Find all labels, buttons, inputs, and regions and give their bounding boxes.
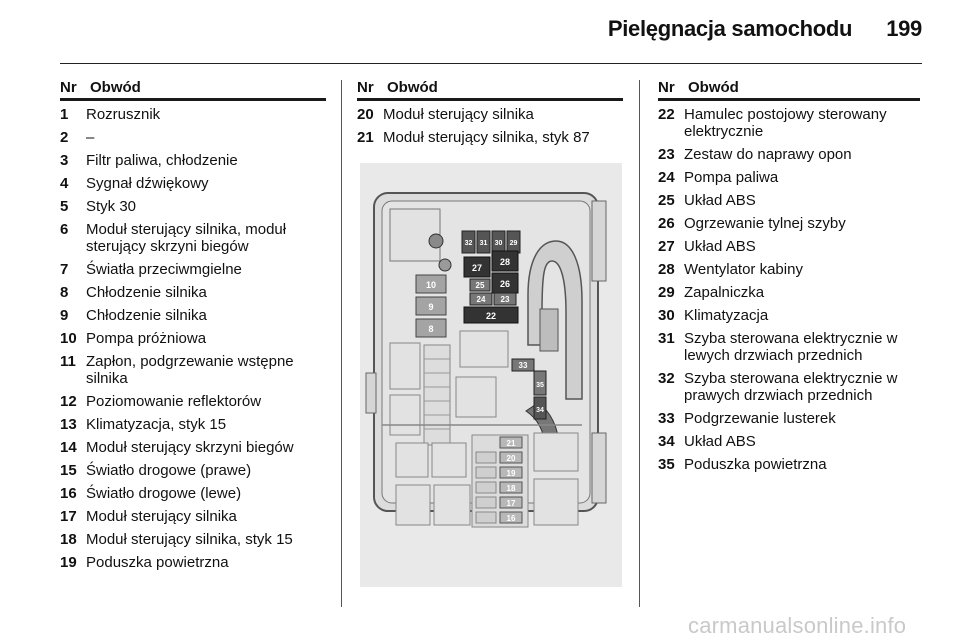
fuse-row: [60, 416, 326, 433]
fuse-number: 6: [60, 221, 69, 238]
fuse-number: 12: [60, 393, 77, 410]
column-separator: [639, 80, 640, 607]
fuse-table-column-3: [658, 79, 920, 479]
fuse-circuit: Poziomowanie reflektorów: [86, 393, 262, 410]
fuse-row: [60, 531, 326, 548]
fuse-row: [60, 129, 326, 146]
fuse-label: 23: [500, 295, 510, 304]
fuse-number: 5: [60, 198, 69, 215]
page-number: 199: [886, 16, 922, 41]
connector-clip: [540, 309, 558, 351]
fuse-label: 33: [518, 361, 528, 370]
fuse-number: 33: [658, 410, 675, 427]
fuse-row: [60, 284, 326, 301]
fuse-row: [60, 307, 326, 324]
fuse-number: 28: [658, 261, 675, 278]
header-circuit: Obwód: [387, 79, 438, 96]
fuse-label: 30: [494, 240, 503, 247]
fuse-number: 4: [60, 175, 69, 192]
fuse-circuit: Hamulec postojowy sterowany elektrycznie: [684, 106, 887, 140]
fuse-row: [658, 106, 920, 140]
fuse-label: 28: [499, 257, 511, 267]
fuse-list: [357, 106, 623, 146]
fuse-number: 25: [658, 192, 675, 209]
relay-slot: [460, 331, 508, 367]
fuse-row: [60, 485, 326, 502]
table-header: [60, 79, 326, 101]
fuse-label: 20: [506, 454, 516, 463]
relay-slot: [390, 343, 420, 389]
fuse-circuit: Światło drogowe (prawe): [86, 462, 252, 479]
fuse-label: 29: [509, 240, 518, 247]
fuse-number: 3: [60, 152, 69, 169]
page-header: [608, 16, 922, 42]
fuse-label: 26: [499, 279, 511, 289]
fuse-label: 16: [506, 514, 516, 523]
fuse-circuit: Klimatyzacja: [684, 307, 769, 324]
fuse-row: [60, 508, 326, 525]
terminal-bolt: [439, 259, 451, 271]
fuse-circuit: Zapalniczka: [684, 284, 765, 301]
fuse-circuit: Moduł sterujący silnika: [383, 106, 534, 123]
table-header: [658, 79, 920, 101]
fuse-box-diagram: [360, 163, 622, 587]
fuse-number: 35: [658, 456, 675, 473]
fuse-number: 32: [658, 370, 675, 387]
fuse-row: [658, 146, 920, 163]
fuse-circuit: Rozrusznik: [86, 106, 161, 123]
fuse-circuit: Filtr paliwa, chłodzenie: [86, 152, 238, 169]
fuse-label: 10: [425, 280, 437, 290]
fuse-circuit: Pompa próżniowa: [86, 330, 207, 347]
fuse-circuit: Moduł sterujący skrzyni biegów: [86, 439, 294, 456]
fuse-number: 1: [60, 106, 69, 123]
fuse-row: [658, 238, 920, 255]
fuse-number: 27: [658, 238, 675, 255]
fuse-list: [60, 106, 326, 571]
relay-slot: [432, 443, 466, 477]
fuse-number: 7: [60, 261, 69, 278]
fuse-number: 21: [357, 129, 374, 146]
fuse-row: [60, 175, 326, 192]
fuse-row: [658, 215, 920, 232]
mini-fuse-block: [424, 345, 450, 445]
fuse-number: 14: [60, 439, 77, 456]
fuse-row: [60, 439, 326, 456]
fuse-label: 21: [506, 439, 516, 448]
fuse-circuit: Wentylator kabiny: [684, 261, 803, 278]
fuse-row: [60, 393, 326, 410]
header-rule: [60, 63, 922, 64]
header-nr: Nr: [357, 79, 374, 96]
fuse-label: 17: [506, 499, 516, 508]
fuse-circuit: Pompa paliwa: [684, 169, 779, 186]
fuse-circuit: Moduł sterujący silnika, moduł sterujący skrzyni biegów: [86, 221, 287, 255]
fuse-label: 24: [476, 295, 486, 304]
fuse-table-column-1: [60, 79, 326, 577]
header-circuit: Obwód: [90, 79, 141, 96]
fuse-circuit: Światło drogowe (lewe): [86, 485, 242, 502]
fuse-number: 29: [658, 284, 675, 301]
fuse-circuit: Klimatyzacja, styk 15: [86, 416, 227, 433]
fuse-circuit: Chłodzenie silnika: [86, 284, 207, 301]
fuse-number: 18: [60, 531, 77, 548]
terminal-bolt: [429, 234, 443, 248]
fuse-circuit: Moduł sterujący silnika, styk 15: [86, 531, 293, 548]
fuse-row: [357, 106, 623, 123]
fuse-circuit: Szyba sterowana elektrycznie w prawych drzwiach przednich: [684, 370, 898, 404]
fuse-row: [658, 433, 920, 450]
fuse-number: 34: [658, 433, 675, 450]
fuse-row: [60, 198, 326, 215]
fuse-number: 19: [60, 554, 77, 571]
fuse-row: [658, 169, 920, 186]
relay-slot: [390, 395, 420, 435]
fuse-number: 24: [658, 169, 675, 186]
fuse-circuit: Poduszka powietrzna: [684, 456, 827, 473]
fuse-number: 2: [60, 129, 69, 146]
fuse-number: 23: [658, 146, 675, 163]
fuse-label: 35: [536, 382, 544, 389]
fuse-number: 26: [658, 215, 675, 232]
header-circuit: Obwód: [688, 79, 739, 96]
fuse-row: [658, 261, 920, 278]
relay-slot: [396, 443, 428, 477]
relay-slot: [534, 433, 578, 471]
fuse-number: 13: [60, 416, 77, 433]
fuse-circuit: Moduł sterujący silnika, styk 87: [383, 129, 590, 146]
fuse-circuit: Światła przeciwmgielne: [86, 261, 242, 278]
watermark: carmanualsonline.info: [688, 613, 907, 638]
fuse-number: 9: [60, 307, 69, 324]
fuse-circuit: Zapłon, podgrzewanie wstępne silnika: [86, 353, 294, 387]
fuse-circuit: Sygnał dźwiękowy: [86, 175, 209, 192]
relay-slot: [396, 485, 430, 525]
fuse-circuit: Podgrzewanie lusterek: [684, 410, 836, 427]
fuse-row: [658, 330, 920, 364]
fuse-label: 18: [506, 484, 516, 493]
fuse-row: [658, 284, 920, 301]
fuse-number: 15: [60, 462, 77, 479]
fuse-circuit: Moduł sterujący silnika: [86, 508, 237, 525]
fuse-number: 16: [60, 485, 77, 502]
fuse-label: 32: [464, 240, 473, 247]
fuse-row: [658, 370, 920, 404]
fuse-row: [60, 330, 326, 347]
fuse-box-drawing: [360, 163, 622, 587]
fuse-label: 9: [428, 302, 434, 312]
fuse-label: 34: [536, 407, 544, 414]
fuse-row: [60, 261, 326, 278]
fuse-number: 31: [658, 330, 675, 347]
relay-slot: [434, 485, 470, 525]
fuse-circuit: –: [86, 129, 95, 146]
table-header: [357, 79, 623, 101]
header-nr: Nr: [658, 79, 675, 96]
fuse-circuit: Układ ABS: [684, 433, 756, 450]
side-clip: [592, 201, 606, 281]
fuse-label: 19: [506, 469, 516, 478]
fuse-label: 22: [485, 311, 497, 321]
fuse-row: [60, 221, 326, 255]
relay-slot: [534, 479, 578, 525]
fuse-circuit: Styk 30: [86, 198, 137, 215]
fuse-number: 22: [658, 106, 675, 123]
fuse-row: [658, 456, 920, 473]
fuse-circuit: Zestaw do naprawy opon: [684, 146, 852, 163]
fuse-label: 25: [475, 281, 485, 290]
fuse-row: [60, 152, 326, 169]
fuse-circuit: Chłodzenie silnika: [86, 307, 207, 324]
side-clip: [366, 373, 376, 413]
fuse-label: 31: [479, 240, 488, 247]
fuse-circuit: Poduszka powietrzna: [86, 554, 229, 571]
fuse-row: [658, 192, 920, 209]
fuse-label: 8: [428, 324, 434, 334]
fuse-row: [658, 410, 920, 427]
fuse-number: 8: [60, 284, 69, 301]
fuse-number: 10: [60, 330, 77, 347]
fuse-circuit: Szyba sterowana elektrycznie w lewych drzwiach przednich: [684, 330, 898, 364]
column-separator: [341, 80, 342, 607]
fuse-row: [357, 129, 623, 146]
fuse-row: [60, 353, 326, 387]
fuse-circuit: Ogrzewanie tylnej szyby: [684, 215, 846, 232]
side-clip: [592, 433, 606, 503]
fuse-row: [60, 554, 326, 571]
fuse-list: [658, 106, 920, 473]
fuse-number: 20: [357, 106, 374, 123]
fuse-label: 27: [471, 263, 483, 273]
fuse-number: 11: [60, 353, 76, 370]
fuse-row: [658, 307, 920, 324]
page-title: Pielęgnacja samochodu: [607, 16, 853, 41]
fuse-circuit: Układ ABS: [684, 238, 756, 255]
header-nr: Nr: [60, 79, 77, 96]
fuse-row: [60, 106, 326, 123]
fuse-circuit: Układ ABS: [684, 192, 756, 209]
fuse-number: 17: [60, 508, 77, 525]
relay-slot: [456, 377, 496, 417]
fuse-table-column-2: [357, 79, 623, 152]
fuse-number: 30: [658, 307, 675, 324]
fuse-row: [60, 462, 326, 479]
